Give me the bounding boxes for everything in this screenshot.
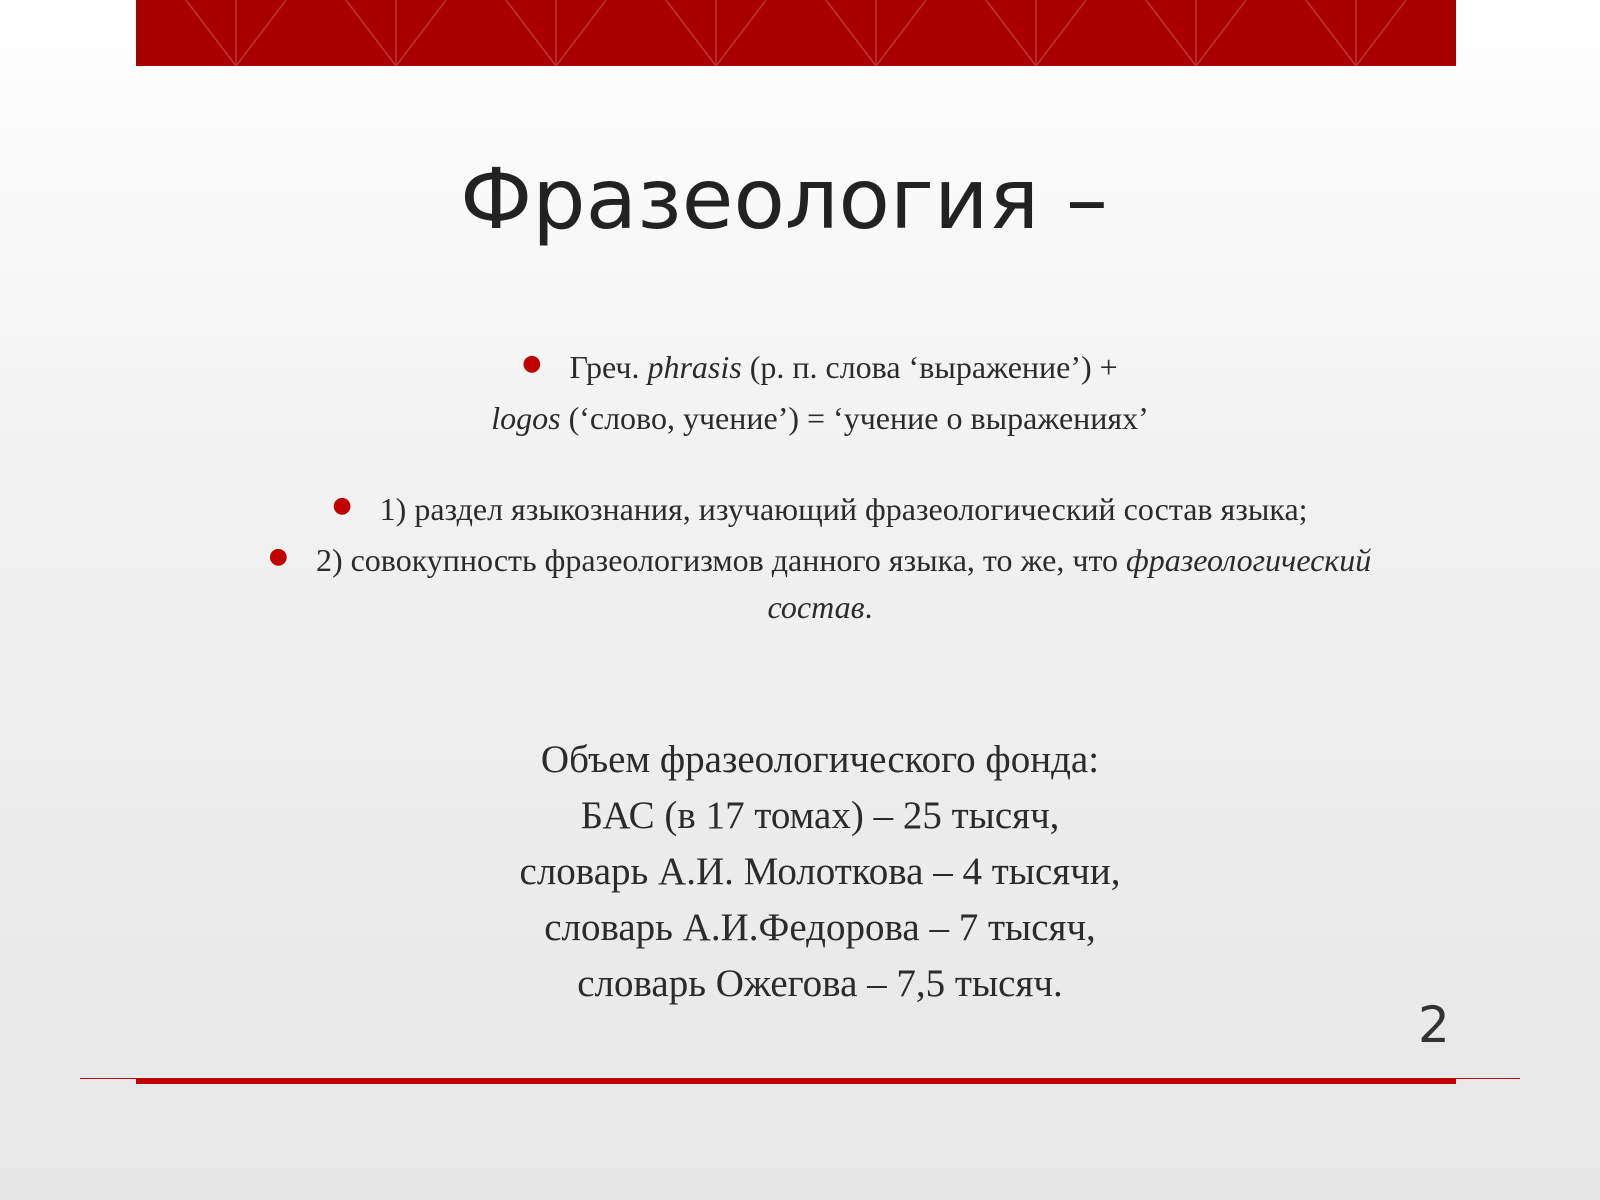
bullet-icon: ●: [522, 351, 542, 376]
volume-line: словарь Ожегова – 7,5 тысяч.: [577, 962, 1063, 1005]
etymology-block: [200, 344, 1440, 441]
bullet-icon: ●: [268, 544, 288, 569]
etymology-gloss-1: (р. п. слова ‘выражение’) +: [741, 349, 1118, 385]
bottom-rule-thick: [136, 1079, 1456, 1084]
definition-end: .: [864, 589, 873, 625]
definition-italic-term-a: фразеологический: [1126, 542, 1372, 578]
etymology-line-1: [200, 344, 1440, 395]
page-number: 2: [1418, 996, 1450, 1054]
etymology-term-logos: logos: [491, 400, 561, 436]
definition-item-2-continuation: [200, 588, 1440, 626]
volume-line: словарь А.И. Молоткова – 4 тысячи,: [519, 850, 1121, 893]
volume-line: словарь А.И.Федорова – 7 тысяч,: [544, 906, 1096, 949]
triangle-pattern-decoration: [136, 0, 1456, 66]
etymology-gloss-2: (‘слово, учение’) = ‘учение о выражениях’: [560, 400, 1149, 436]
definition-italic-term-b: состав: [767, 589, 865, 625]
volume-line: БАС (в 17 томах) – 25 тысяч,: [580, 794, 1060, 837]
etymology-line-2: [200, 395, 1440, 441]
definitions-block: [200, 486, 1440, 626]
definition-item-2: [200, 537, 1440, 588]
etymology-term-phrasis: phrasis: [647, 349, 742, 385]
definition-item-1: [200, 486, 1440, 537]
top-decorative-band: [136, 0, 1456, 66]
slide-title: Фразеология –: [460, 150, 1108, 248]
bullet-icon: ●: [332, 493, 352, 518]
definition-text-1: 1) раздел языкознания, изучающий фразеологический состав языка;: [379, 491, 1308, 527]
etymology-prefix: Греч.: [569, 349, 648, 385]
volume-block: [300, 732, 1340, 1012]
definition-text-2: 2) совокупность фразеологизмов данного языка, то же, что: [315, 542, 1127, 578]
volume-heading: Объем фразеологического фонда:: [540, 738, 1100, 781]
